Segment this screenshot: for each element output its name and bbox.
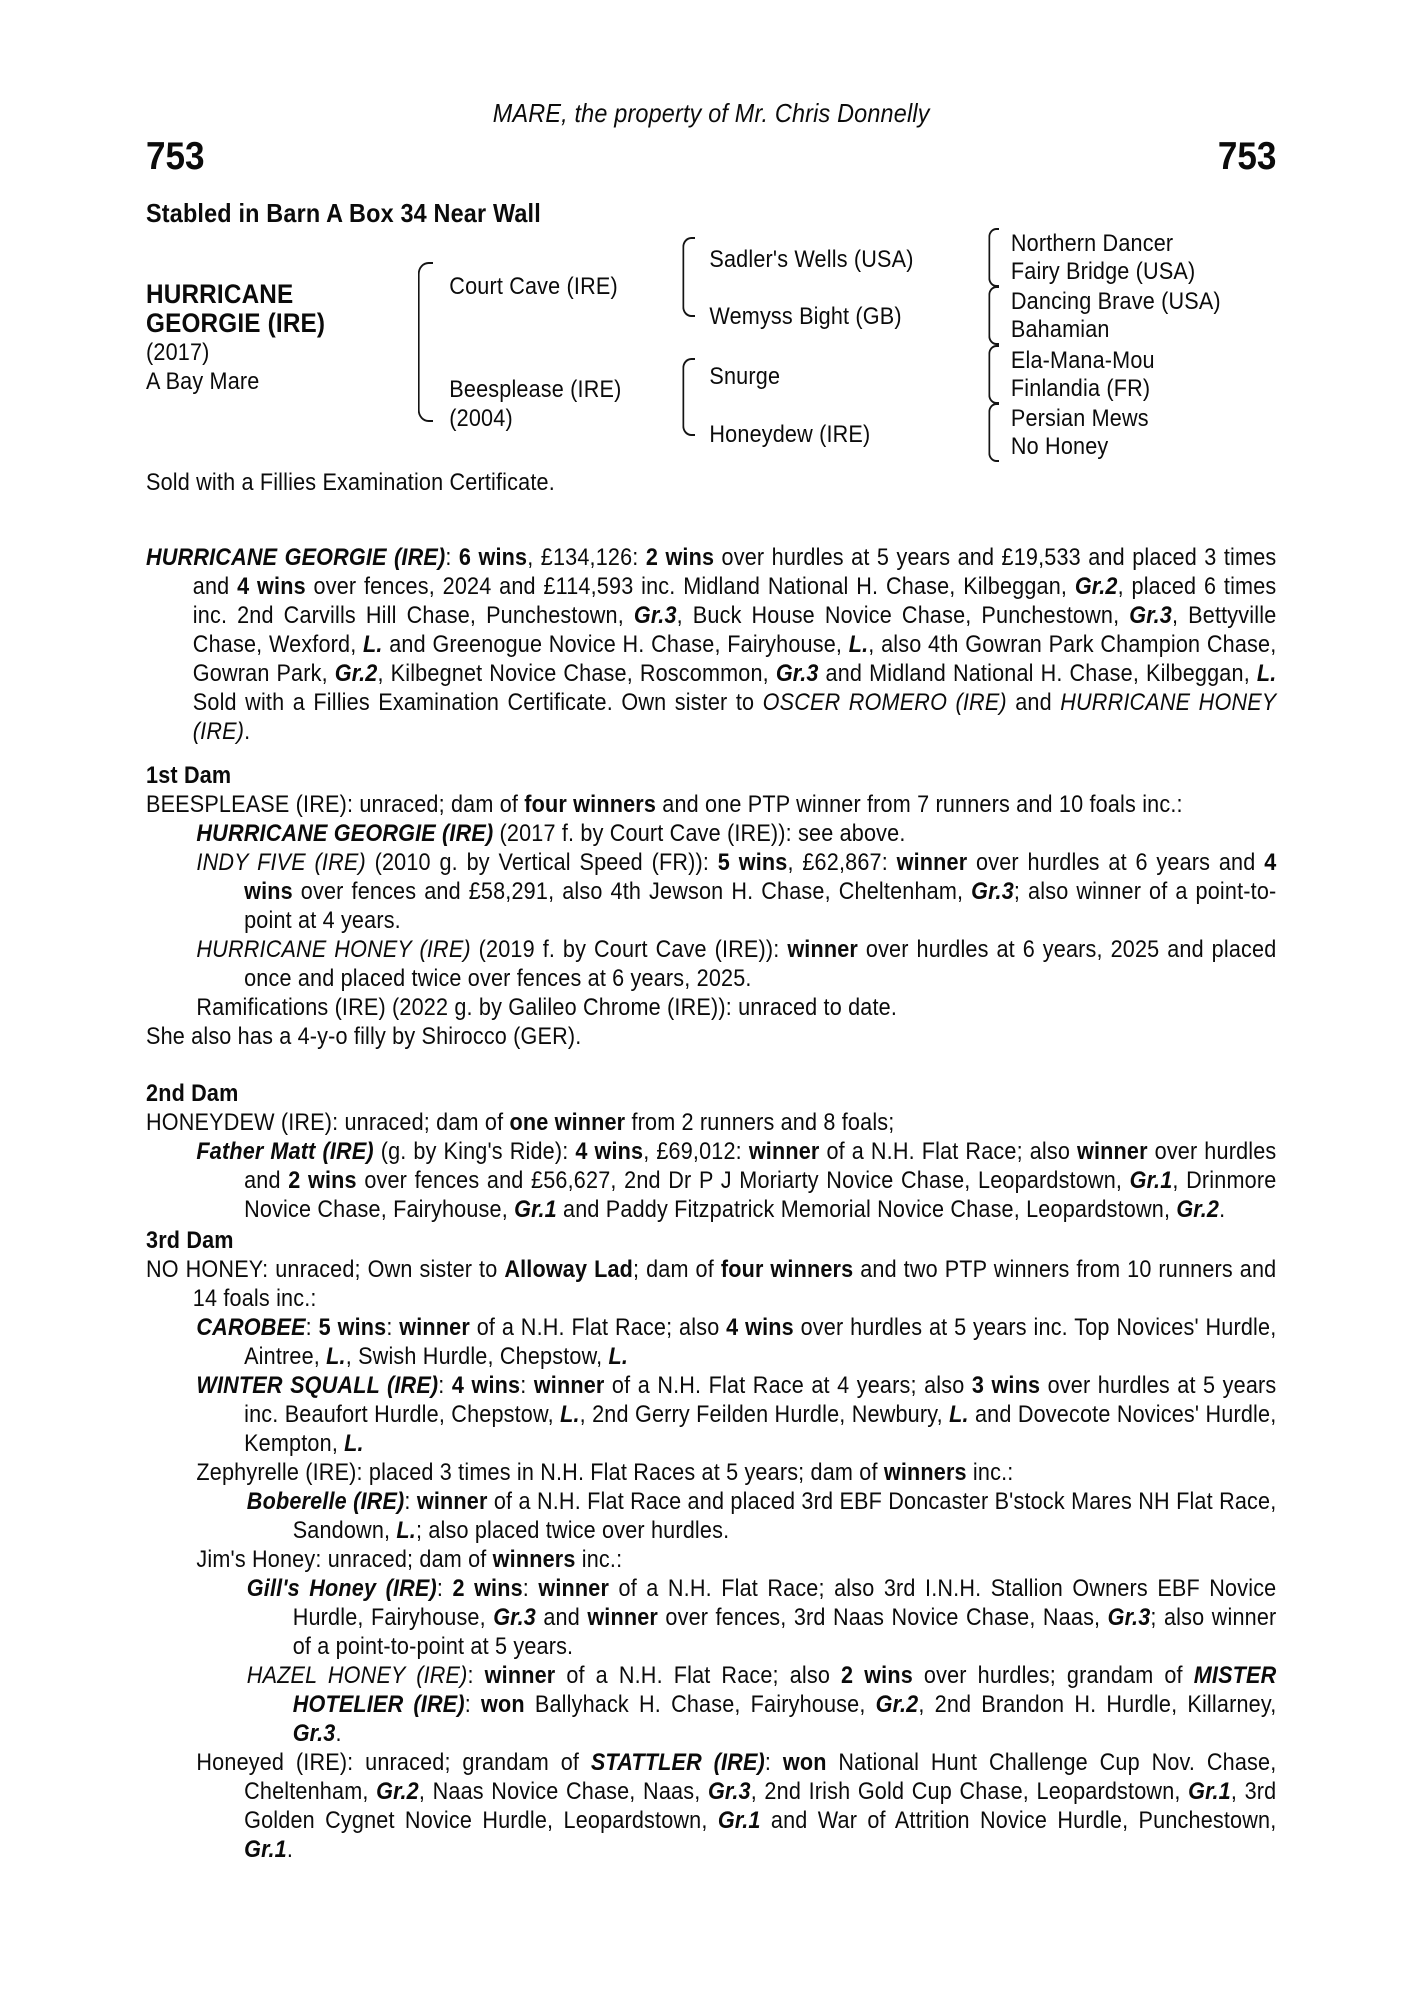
dam-year: (2004) — [449, 405, 513, 432]
paragraph-hurricane-georgie-entry: HURRICANE GEORGIE (IRE) (2017 f. by Court Cave (IRE)): see above. — [196, 820, 906, 847]
pedigree-brace-gg4 — [988, 403, 999, 462]
paragraph-father-matt: Father Matt (IRE) (g. by King's Ride): 4 wins, £69,012: winner of a N.H. Flat Race; also winner over hurdles and 2 wins over fences and £56,627, 2nd Dr P J Moriarty Novice Chase, Leopardstown, Gr.1, Drinmore Novice Chase, Fairyhouse, Gr.1 and Paddy Fitzpatrick Memorial Novice Chase, Leopardstown, Gr.2. — [196, 1138, 1277, 1223]
great-grandparent: Bahamian — [1010, 316, 1110, 343]
paragraph-indy-five: INDY FIVE (IRE) (2010 g. by Vertical Speed (FR)): 5 wins, £62,867: winner over hurdles at 6 years and 4 wins over fences and £58,291, also 4th Jewson H. Chase, Cheltenham, Gr.3; also winner of a point-to-point at 4 years. — [196, 849, 1277, 934]
granddam-paternal: Wemyss Bight (GB) — [709, 303, 902, 330]
heading-1st-dam: 1st Dam — [146, 762, 232, 789]
great-grandparents-pair-1 — [1011, 230, 1195, 286]
horse-year: (2017) — [146, 339, 210, 366]
lot-number-left: 753 — [146, 135, 205, 178]
pedigree-brace-dam — [682, 358, 695, 436]
pedigree-brace-sire — [682, 237, 695, 317]
pedigree-brace-gg2 — [988, 286, 999, 345]
great-grandparent: Finlandia (FR) — [1010, 375, 1151, 402]
grandsire-paternal: Sadler's Wells (USA) — [709, 246, 914, 273]
dam-name: Beesplease (IRE) — [449, 376, 622, 403]
paragraph-honeydew: HONEYDEW (IRE): unraced; dam of one winner from 2 runners and 8 foals; — [146, 1109, 895, 1136]
horse-name-line1: HURRICANE — [146, 279, 294, 309]
catalogue-page — [146, 0, 1276, 1864]
great-grandparent: Fairy Bridge (USA) — [1010, 258, 1196, 285]
paragraph-no-honey: NO HONEY: unraced; Own sister to Alloway Lad; dam of four winners and two PTP winners from 10 runners and 14 foals inc.: — [146, 1256, 1277, 1312]
great-grandparent: No Honey — [1010, 433, 1109, 460]
paragraph-she-also-has: She also has a 4-y-o filly by Shirocco (GER). — [146, 1023, 582, 1050]
stabling-note: Stabled in Barn A Box 34 Near Wall — [146, 198, 541, 228]
paragraph-hazel-honey: HAZEL HONEY (IRE): winner of a N.H. Flat Race; also 2 wins over hurdles; grandam of MISTER HOTELIER (IRE): won Ballyhack H. Chase, Fairyhouse, Gr.2, 2nd Brandon H. Hurdle, Killarney, Gr.3. — [246, 1662, 1277, 1747]
pedigree-brace-main — [418, 262, 433, 422]
paragraph-carobee: CAROBEE: 5 wins: winner of a N.H. Flat Race; also 4 wins over hurdles at 5 years inc. Top Novices' Hurdle, Aintree, L., Swish Hurdle, Chepstow, L. — [196, 1314, 1277, 1370]
great-grandparent: Dancing Brave (USA) — [1010, 288, 1221, 315]
paragraph-gills-honey: Gill's Honey (IRE): 2 wins: winner of a N.H. Flat Race; also 3rd I.N.H. Stallion Owners EBF Novice Hurdle, Fairyhouse, Gr.3 and winner over fences, 3rd Naas Novice Chase, Naas, Gr.3; also winner of a point-to-point at 5 years. — [246, 1575, 1277, 1660]
grandsire-maternal: Snurge — [709, 363, 781, 390]
lot-number-row — [146, 136, 1276, 180]
paragraph-winter-squall: WINTER SQUALL (IRE): 4 wins: winner of a N.H. Flat Race at 4 years; also 3 wins over hurdles at 5 years inc. Beaufort Hurdle, Chepstow, L., 2nd Gerry Feilden Hurdle, Newbury, L. and Dovecote Novices' Hurdle, Kempton, L. — [196, 1372, 1277, 1457]
paragraph-beesplease: BEESPLEASE (IRE): unraced; dam of four winners and one PTP winner from 7 runners and 10 foals inc.: — [146, 791, 1183, 818]
certificate-note: Sold with a Fillies Examination Certificate. — [146, 469, 555, 496]
great-grandparents-pair-4 — [1011, 405, 1149, 461]
paragraph-jims-honey: Jim's Honey: unraced; dam of winners inc.: — [196, 1546, 623, 1573]
pedigree-brace-gg3 — [988, 345, 999, 404]
great-grandparent: Persian Mews — [1010, 405, 1149, 432]
paragraph-boberelle: Boberelle (IRE): winner of a N.H. Flat Race and placed 3rd EBF Doncaster B'stock Mares NH Flat Race, Sandown, L.; also placed twice over hurdles. — [246, 1488, 1277, 1544]
heading-2nd-dam: 2nd Dam — [146, 1080, 239, 1107]
horse-description: A Bay Mare — [146, 368, 260, 395]
paragraph-zephyrelle: Zephyrelle (IRE): placed 3 times in N.H. Flat Races at 5 years; dam of winners inc.: — [196, 1459, 1014, 1486]
black-type-paragraph-hurricane-georgie: HURRICANE GEORGIE (IRE): 6 wins, £134,126: 2 wins over hurdles at 5 years and £19,533 and placed 3 times and 4 wins over fences, 2024 and £114,593 inc. Midland National H. Chase, Kilbeggan, Gr.2, placed 6 times inc. 2nd Carvills Hill Chase, Punchestown, Gr.3, Buck House Novice Chase, Punchestown, Gr.3, Bettyville Chase, Wexford, L. and Greenogue Novice H. Chase, Fairyhouse, L., also 4th Gowran Park Champion Chase, Gowran Park, Gr.2, Kilbegnet Novice Chase, Roscommon, Gr.3 and Midland National H. Chase, Kilbeggan, L. Sold with a Fillies Examination Certificate. Own sister to OSCER ROMERO (IRE) and HURRICANE HONEY (IRE). — [146, 544, 1277, 745]
catalogue-body — [146, 543, 1276, 1864]
paragraph-honeyed: Honeyed (IRE): unraced; grandam of STATTLER (IRE): won National Hunt Challenge Cup Nov. Chase, Cheltenham, Gr.2, Naas Novice Chase, Naas, Gr.3, 2nd Irish Gold Cup Chase, Leopardstown, Gr.1, 3rd Golden Cygnet Novice Hurdle, Leopardstown, Gr.1 and War of Attrition Novice Hurdle, Punchestown, Gr.1. — [196, 1749, 1277, 1863]
heading-3rd-dam: 3rd Dam — [146, 1227, 234, 1254]
horse-name-block — [146, 280, 325, 396]
granddam-maternal: Honeydew (IRE) — [709, 421, 871, 448]
pedigree-brace-gg1 — [988, 228, 999, 287]
lot-number-right: 753 — [1217, 135, 1277, 178]
great-grandparents-pair-3 — [1011, 347, 1155, 403]
dam-name-block — [449, 375, 621, 433]
sire-name: Court Cave (IRE) — [449, 273, 618, 300]
pedigree-table — [146, 222, 1276, 468]
great-grandparents-pair-2 — [1011, 288, 1221, 344]
paragraph-ramifications: Ramifications (IRE) (2022 g. by Galileo Chrome (IRE)): unraced to date. — [196, 994, 898, 1021]
paragraph-hurricane-honey: HURRICANE HONEY (IRE) (2019 f. by Court Cave (IRE)): winner over hurdles at 6 years, 2025 and placed once and placed twice over fences at 6 years, 2025. — [196, 936, 1277, 992]
horse-name-line2: GEORGIE (IRE) — [146, 308, 326, 338]
property-title: MARE, the property of Mr. Chris Donnelly — [492, 98, 930, 128]
great-grandparent: Northern Dancer — [1010, 230, 1174, 257]
great-grandparent: Ela-Mana-Mou — [1010, 347, 1155, 374]
